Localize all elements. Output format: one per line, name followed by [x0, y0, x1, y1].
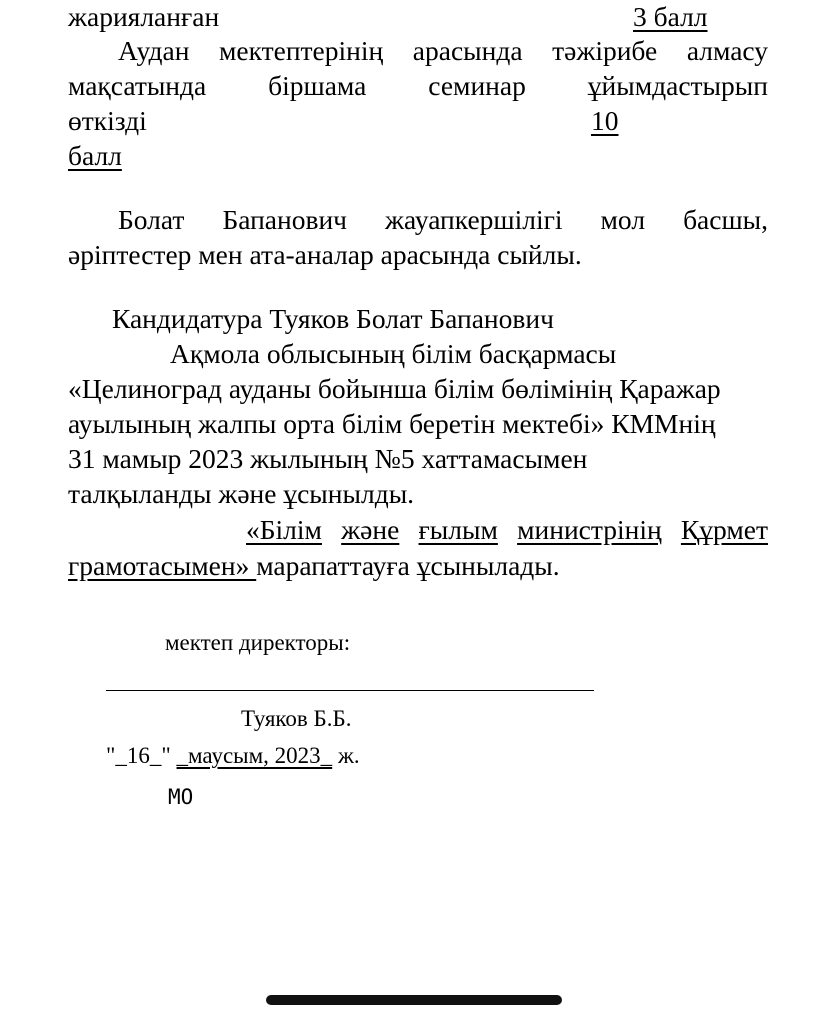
award-name: грамотасымен»	[68, 550, 257, 581]
word: мақсатында	[68, 70, 207, 101]
word: Бапанович	[222, 204, 347, 235]
word: мол	[600, 204, 646, 235]
word: біршама	[268, 70, 367, 101]
text-line: әріптестер мен ата-аналар арасында сыйлы.	[68, 239, 582, 270]
word: мектептерінің	[218, 35, 384, 66]
word: басшы,	[683, 204, 768, 235]
word: Құрмет	[680, 514, 768, 545]
candidate-line: Кандидатура Туяков Болат Бапанович	[112, 303, 554, 334]
award-action: марапаттауға ұсынылады.	[256, 550, 560, 581]
score-value: 10	[591, 105, 619, 136]
date-month-year: _маусым, 2023_	[176, 743, 333, 768]
signatory-name: Туяков Б.Б.	[241, 706, 352, 731]
text-line-justified	[118, 203, 768, 237]
word: Аудан	[118, 35, 190, 66]
stamp-mark: МО	[168, 785, 194, 809]
signature-label: мектеп директоры:	[165, 630, 351, 655]
award-line	[68, 549, 560, 583]
word: арасында	[412, 35, 523, 66]
word: ұйымдастырып	[587, 70, 768, 101]
signature-date	[106, 741, 360, 771]
text-line: өткізді	[68, 105, 147, 136]
word: семинар	[428, 70, 526, 101]
score-label: 3 балл	[633, 1, 708, 32]
word: алмасу	[686, 35, 768, 66]
date-day: "_16_"	[106, 743, 177, 768]
word: жауапкершілігі	[385, 204, 563, 235]
home-indicator[interactable]	[266, 995, 562, 1005]
text-line: «Целиноград ауданы бойынша білім бөлімінің Қаражар	[68, 373, 721, 404]
text-line: 31 мамыр 2023 жылының №5 хаттамасымен	[68, 443, 588, 474]
organization-title: Ақмола облысының білім басқармасы	[170, 338, 617, 369]
text-line: ауылының жалпы орта білім беретін мектебі» КММнің	[68, 408, 716, 439]
signature-line	[106, 690, 594, 691]
text-line-justified	[68, 69, 768, 103]
score-unit: балл	[68, 140, 122, 171]
date-suffix: ж.	[332, 743, 360, 768]
word: ғылым	[418, 514, 498, 545]
word: министрінің	[517, 514, 662, 545]
word: Болат	[118, 204, 185, 235]
word: және	[341, 514, 400, 545]
award-name-line	[246, 513, 768, 547]
text-line: жарияланған	[68, 1, 220, 32]
word: «Білім	[246, 514, 322, 545]
text-line-justified	[118, 34, 768, 68]
text-line: талқыланды және ұсынылды.	[68, 478, 415, 509]
word: тәжірибе	[552, 35, 658, 66]
